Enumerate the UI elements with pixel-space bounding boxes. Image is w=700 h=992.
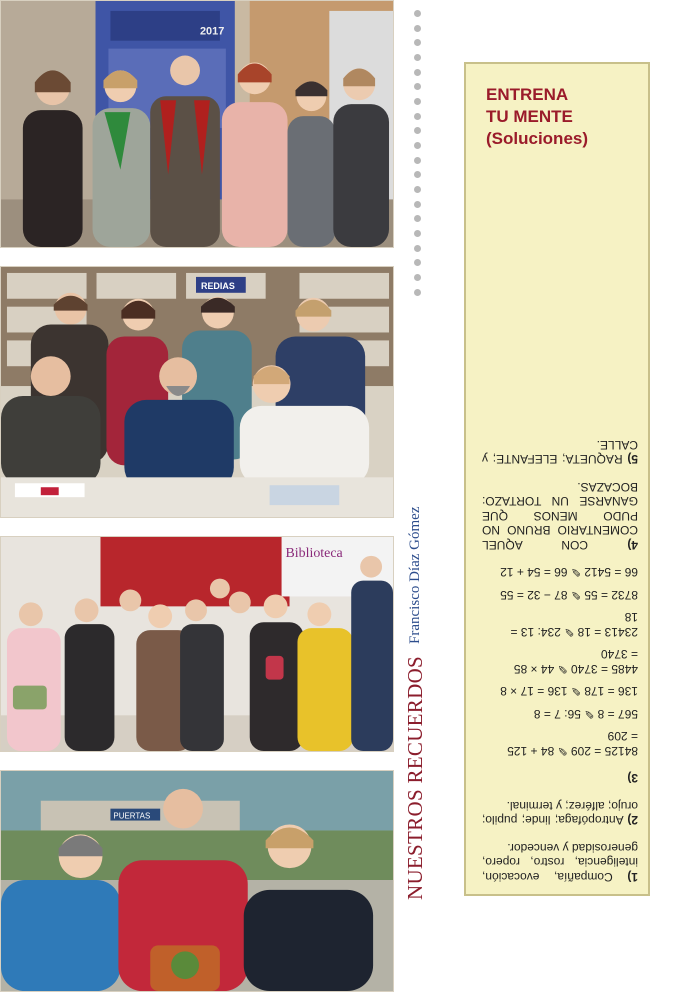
calc-line: 136 = 178 ✎ 136 = 17 × 8 bbox=[500, 684, 638, 699]
panel-title bbox=[486, 84, 646, 150]
shop-sign: PUERTAS bbox=[113, 811, 151, 821]
answer-5-text: RAQUETA; ELEFANTE; y CALLE. bbox=[482, 438, 638, 467]
answer-1 bbox=[482, 841, 638, 885]
answer-3-number: 3) bbox=[627, 771, 638, 786]
answer-3-calculations bbox=[482, 565, 638, 758]
calc-line: 18 bbox=[624, 610, 638, 625]
panel-title-line-2: TU MENTE bbox=[486, 107, 573, 126]
photo-group-poster bbox=[0, 0, 394, 248]
calc-line: = 209 bbox=[607, 729, 638, 744]
answer-2-text: Antropófaga; linde; pupilo; orujo; alférez; y terminal. bbox=[481, 799, 638, 828]
answer-1-text: Compañía, evocación, inteligencia, rostro, ropero, generosidad y vencedor. bbox=[482, 841, 638, 884]
photo-book-signing bbox=[0, 266, 394, 518]
photo-library-group bbox=[0, 536, 394, 752]
calc-line: 66 = 5412 ✎ 66 = 54 + 12 bbox=[500, 565, 638, 580]
answer-3 bbox=[482, 771, 638, 786]
section-banner bbox=[398, 300, 432, 900]
calc-line: 23413 = 18 ✎ 234: 13 = bbox=[510, 625, 638, 639]
answer-5-number: 5) bbox=[627, 452, 638, 467]
calc-line: 567 = 8 ✎ 56: 7 = 8 bbox=[533, 707, 638, 721]
photo-outdoor-plaque bbox=[0, 770, 394, 992]
answer-4-number: 4) bbox=[627, 538, 638, 552]
answer-1-number: 1) bbox=[627, 870, 638, 884]
calc-line: = 3740 bbox=[600, 647, 638, 662]
dotted-separator bbox=[414, 10, 422, 296]
calc-line: 4485 = 3740 ✎ 44 × 85 bbox=[513, 662, 638, 676]
calc-line: 84125 = 209 ✎ 84 + 125 bbox=[507, 744, 638, 758]
answer-5 bbox=[482, 438, 638, 467]
bookshop-sign: REDIAS bbox=[200, 280, 235, 291]
poster-year: 2017 bbox=[199, 25, 225, 38]
upside-down-answers bbox=[482, 314, 638, 884]
panel-title-line-3: (Soluciones) bbox=[486, 129, 589, 148]
answer-2-number: 2) bbox=[627, 813, 638, 828]
banner-author: Francisco Díaz Gómez bbox=[406, 506, 423, 644]
library-sign: Biblioteca bbox=[285, 545, 343, 561]
answer-2 bbox=[482, 799, 638, 828]
answer-4 bbox=[482, 480, 638, 553]
panel-title-line-1: ENTRENA bbox=[486, 85, 569, 104]
calc-line: 8732 = 55 ✎ 87 − 32 = 55 bbox=[500, 588, 638, 602]
solutions-panel bbox=[464, 62, 650, 896]
answer-4-text: CON AQUEL COMENTARIO BRUNO NO PUDO MENOS QUE GANARSE UN TORTAZO: BOCAZAS. bbox=[482, 480, 638, 552]
banner-title: NUESTROS RECUERDOS bbox=[402, 655, 427, 900]
